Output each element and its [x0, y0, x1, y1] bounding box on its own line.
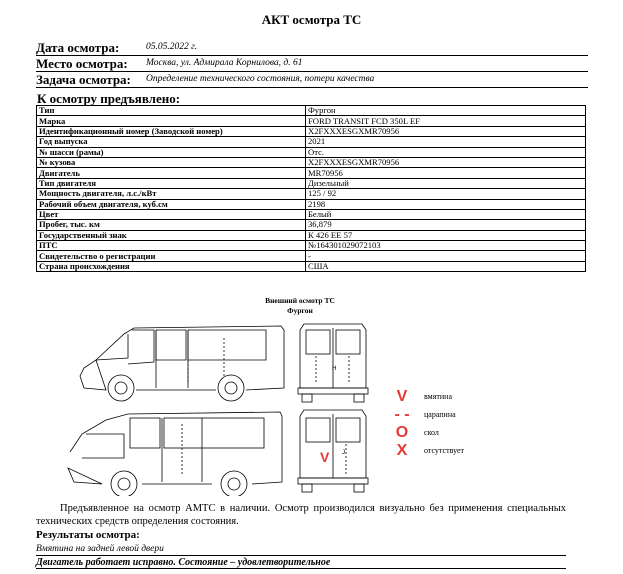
table-row — [37, 189, 586, 199]
property-value: FORD TRANSIT FCD 350L EF — [306, 116, 586, 126]
property-value: Дизельный — [306, 178, 586, 188]
diagram-title — [0, 296, 600, 316]
property-value: MR70956 — [306, 168, 586, 178]
property-value: 2021 — [306, 137, 586, 147]
inspection-date-label: Дата осмотра: — [36, 40, 120, 55]
section-title: К осмотру предъявлено: — [37, 91, 181, 106]
property-name: Пробег, тыс. км — [37, 220, 306, 230]
dent-damage-mark: V — [320, 449, 330, 465]
table-row — [37, 241, 586, 251]
dent-icon: V — [396, 388, 408, 405]
property-value: 125 / 92 — [306, 189, 586, 199]
legend-label: царапина — [424, 410, 456, 419]
table-row — [37, 106, 586, 116]
legend-label: отсутствует — [424, 446, 465, 455]
property-name: Мощность двигателя, л.с./кВт — [37, 189, 306, 199]
property-name: Тип — [37, 106, 306, 116]
table-row — [37, 168, 586, 178]
table-row — [37, 126, 586, 136]
property-value: Белый — [306, 209, 586, 219]
diagram-title-line: Внешний осмотр ТС — [265, 296, 335, 305]
table-row — [37, 220, 586, 230]
property-name: Рабочий объем двигателя, куб.см — [37, 199, 306, 209]
inspection-task-value: Определение технического состояния, потери качества — [146, 74, 375, 84]
table-row — [37, 137, 586, 147]
property-name: № кузова — [37, 157, 306, 167]
property-value: Фургон — [306, 106, 586, 116]
property-name: Цвет — [37, 209, 306, 219]
inspection-place-label: Место осмотра: — [36, 56, 128, 71]
table-row — [37, 251, 586, 261]
result-line-1: Вмятина на задней левой двери — [36, 544, 164, 554]
property-value: 36,879 — [306, 220, 586, 230]
height-mark: H — [332, 366, 337, 372]
table-row — [37, 261, 586, 271]
property-name: ПТС — [37, 241, 306, 251]
van-side-view-left — [62, 404, 290, 496]
scratch-icon: - - — [394, 406, 410, 423]
property-name: Идентификационный номер (Заводской номер) — [37, 126, 306, 136]
table-row — [37, 178, 586, 188]
underline — [36, 555, 566, 556]
inspection-date-value: 05.05.2022 г. — [146, 42, 198, 52]
table-row — [37, 199, 586, 209]
missing-icon: X — [396, 442, 408, 459]
property-name: Тип двигателя — [37, 178, 306, 188]
property-name: Марка — [37, 116, 306, 126]
underline — [36, 568, 566, 569]
property-value: №164301029072103 — [306, 241, 586, 251]
property-value: 2198 — [306, 199, 586, 209]
inspection-place-value: Москва, ул. Адмирала Корнилова, д. 61 — [146, 58, 303, 68]
legend-label: скол — [424, 428, 439, 437]
property-name: Двигатель — [37, 168, 306, 178]
width-mark: J — [342, 450, 345, 456]
table-row — [37, 209, 586, 219]
property-name: Свидетельство о регистрации — [37, 251, 306, 261]
chip-icon: O — [395, 424, 409, 441]
property-value: Отс. — [306, 147, 586, 157]
inspection-task-label: Задача осмотра: — [36, 72, 131, 87]
vehicle-properties-table — [36, 105, 586, 272]
document-title: АКТ осмотра ТС — [261, 12, 362, 27]
table-row — [37, 157, 586, 167]
table-row — [37, 147, 586, 157]
property-value: США — [306, 261, 586, 271]
property-value: К 426 ЕЕ 57 — [306, 230, 586, 240]
results-title: Результаты осмотра: — [36, 529, 140, 541]
property-value: X2FXXXESGXMR70956 — [306, 126, 586, 136]
property-name: Государственный знак — [37, 230, 306, 240]
table-row — [37, 116, 586, 126]
property-name: Страна происхождения — [37, 261, 306, 271]
property-value: X2FXXXESGXMR70956 — [306, 157, 586, 167]
van-side-view-right — [76, 318, 290, 404]
property-name: Год выпуска — [37, 137, 306, 147]
result-line-2: Двигатель работает исправно. Состояние – удовлетворительное — [36, 557, 331, 568]
property-name: № шасси (рамы) — [37, 147, 306, 157]
table-row — [37, 230, 586, 240]
inspection-paragraph: Предъявленное на осмотр АМТС в наличии. Осмотр производился визуально без применения специальных технических средств определения состояния. — [36, 503, 566, 527]
property-value: - — [306, 251, 586, 261]
diagram-subtitle: Фургон — [287, 306, 313, 315]
underline — [36, 87, 588, 88]
legend-label: вмятина — [424, 392, 452, 401]
van-rear-view-top — [294, 318, 372, 404]
van-rear-view-bottom — [294, 404, 372, 496]
